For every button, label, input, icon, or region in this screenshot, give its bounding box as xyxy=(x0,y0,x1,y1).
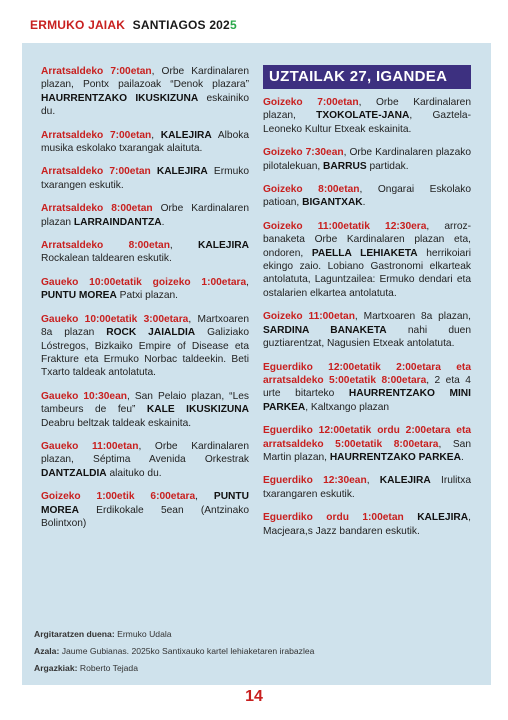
event-item xyxy=(263,183,471,210)
event-text: , Kaltxango plazan xyxy=(305,401,390,413)
santiagos-label: SANTIAGOS xyxy=(132,18,206,32)
event-item xyxy=(263,474,471,501)
year-part-a: 202 xyxy=(209,18,230,32)
event-title: KALEJIRA xyxy=(160,129,212,141)
event-text: , xyxy=(195,491,214,503)
event-item xyxy=(263,220,471,300)
event-text: Erdikokale 5ean (Antzinako Bolintxon) xyxy=(41,504,249,529)
event-title: ROCK JAIALDIA xyxy=(106,327,196,339)
event-title: LARRAINDANTZA xyxy=(73,216,162,228)
event-time: Goizeko 1:00etik 6:00etara xyxy=(41,491,196,503)
event-item xyxy=(263,146,471,173)
event-title: BARRUS xyxy=(323,160,367,172)
event-item xyxy=(41,129,249,156)
event-text: herrikoiari ekingo zaio. Lobiano Gastronomi elkarteak antolatuta, Laguntzailea: Ermuko dendari eta ostalarien elkartea antolatuta. xyxy=(263,247,471,299)
event-title: HAURRENTZAKO IKUSKIZUNA xyxy=(41,92,199,104)
event-text: , Ongarai Eskolako patioan, xyxy=(263,184,472,209)
event-text: Orbe Kardinalaren plazan xyxy=(41,203,249,228)
event-text: Deabru beltzak taldeak eskainita. xyxy=(41,417,192,429)
event-text: , xyxy=(246,276,249,288)
event-time: Goizeko 11:00etatik 12:30era xyxy=(263,220,427,232)
page-number: 14 xyxy=(245,688,263,705)
event-text: , Macjeara,s Jazz bandaren eskutik. xyxy=(263,512,471,537)
event-title: KALEJIRA xyxy=(156,166,208,178)
event-item xyxy=(41,490,249,530)
event-item xyxy=(41,239,249,266)
event-text: Galiziako Lóstregos, Bizkaiko Empire of Disease eta Frakture eta Ermuko Norbac taldeekin. Beti Txarto taldeak antolatuta. xyxy=(41,327,249,379)
event-title: TXOKOLATE-JANA xyxy=(316,110,410,122)
event-item xyxy=(263,511,471,538)
event-title: KALEJIRA xyxy=(417,512,469,524)
credit-label: Argazkiak: xyxy=(34,663,78,673)
event-title: BIGANTXAK xyxy=(302,197,363,209)
event-text: , arroz-banaketa Orbe Kardinalaren plazan eta, ondoren, xyxy=(263,220,471,259)
page-header xyxy=(30,18,237,32)
event-time: Eguerdiko 12:00etatik ordu 2:00etara eta arratsaldeko 5:00etatik 8:00etara xyxy=(263,425,471,450)
event-time: Arratsaldeko 8:00etan xyxy=(41,203,153,215)
event-text: Alboka musika eskolako txarangak alaituta. xyxy=(41,129,250,155)
event-item xyxy=(41,202,249,229)
event-time: Goizeko 8:00etan xyxy=(263,184,360,196)
right-events xyxy=(263,96,471,538)
event-time: Eguerdiko ordu 1:00etan xyxy=(263,512,404,524)
event-text: , Orbe Kardinalaren plazan, xyxy=(263,97,471,122)
credit-value: Ermuko Udala xyxy=(114,629,172,639)
event-item xyxy=(263,310,471,350)
festival-name: ERMUKO JAIAK xyxy=(30,18,126,32)
event-item xyxy=(263,96,471,136)
event-title: HAURRENTZAKO MINI PARKEA xyxy=(263,388,471,413)
event-time: Eguerdiko 12:00etatik 2:00etara eta arratsaldeko 5:00etatik 8:00etara xyxy=(263,361,471,386)
credits-block xyxy=(34,626,474,677)
event-time: Eguerdiko 12:30ean xyxy=(263,475,367,487)
event-text: , Orbe Kardinalaren plazan, Séptima Avenida Orkestrak xyxy=(41,440,249,466)
credit-line xyxy=(34,626,474,643)
event-item xyxy=(41,390,249,430)
event-time: Arratsaldeko 7:00etan xyxy=(41,66,152,77)
credit-value: Roberto Tejada xyxy=(77,663,138,673)
right-column xyxy=(263,65,471,548)
event-text: . xyxy=(161,216,165,228)
event-text: , San Pelaio plazan, “Les tambeurs de feu” xyxy=(41,390,249,416)
event-time: Arratsaldeko 8:00etan xyxy=(41,240,170,252)
event-text: Irulitxa txarangaren eskutik. xyxy=(263,475,471,500)
event-text: Patxi plazan. xyxy=(116,290,179,302)
event-text: , Martxoaren 8a plazan, xyxy=(354,311,471,323)
event-time: Gaueko 11:00etan xyxy=(41,440,139,452)
event-item xyxy=(41,440,249,480)
left-column xyxy=(41,65,249,540)
event-text: Rockalean taldearen eskutik. xyxy=(41,253,172,265)
event-title: DANTZALDIA xyxy=(41,467,107,479)
event-title: HAURRENTZAKO PARKEA xyxy=(329,451,461,463)
event-text: , San Martin plazan, xyxy=(263,438,471,463)
event-time: Gaueko 10:00etatik goizeko 1:00etara xyxy=(41,276,247,288)
credit-label: Azala: xyxy=(34,646,60,656)
event-item xyxy=(41,165,249,192)
event-text: , Martxoaren 8a plazan xyxy=(41,313,249,339)
event-time: Gaueko 10:30ean xyxy=(41,390,127,402)
event-title: KALEJIRA xyxy=(198,240,249,252)
event-time: Goizeko 11:00etan xyxy=(263,311,355,323)
event-title: KALE IKUSKIZUNA xyxy=(146,404,249,416)
event-item xyxy=(41,276,249,303)
event-time: Goizeko 7:30ean xyxy=(263,147,344,159)
event-text: nahi duen guztiarentzat, Nagusien Etxeak antolatuta. xyxy=(263,324,471,350)
event-text: , 2 eta 4 urte bitarteko xyxy=(263,374,471,400)
event-text: . xyxy=(362,197,366,209)
credit-label: Argitaratzen duena: xyxy=(34,629,115,639)
event-text: partidak. xyxy=(366,160,409,172)
year-part-b: 5 xyxy=(229,18,237,32)
event-text: , Orbe Kardinalaren plazan, Pontx pailazoak “Denok plazara” xyxy=(41,66,249,91)
event-text: eskainiko du. xyxy=(41,92,249,118)
event-item xyxy=(263,424,471,464)
event-text: , xyxy=(366,475,380,487)
credit-value: Jaume Gubianas. 2025ko Santixauko kartel lehiaketaren irabazlea xyxy=(59,646,315,656)
event-item xyxy=(41,65,249,119)
event-text: alaituko du. xyxy=(106,467,162,479)
event-text xyxy=(404,512,417,523)
event-time: Goizeko 7:00etan xyxy=(263,97,359,108)
event-text: , Gaztela- Leoneko Kultur Etxeak eskainita. xyxy=(263,110,471,135)
event-time: Arratsaldeko 7:00etan xyxy=(41,129,152,141)
credit-line xyxy=(34,660,474,677)
event-title: PUNTU MOREA xyxy=(41,491,249,516)
event-title: SARDINA BANAKETA xyxy=(263,324,387,336)
event-text: Ermuko txarangen eskutik. xyxy=(41,166,249,191)
event-time: Arratsaldeko 7:00etan xyxy=(41,166,151,178)
event-time: Gaueko 10:00etatik 3:00etara xyxy=(41,313,189,325)
event-text: , xyxy=(169,240,199,252)
event-text: . xyxy=(460,451,464,463)
event-text: , Orbe Kardinalaren plazako pilotalekuan, xyxy=(263,147,471,172)
day-heading: UZTAILAK 27, IGANDEA xyxy=(263,65,471,89)
event-title: PAELLA LEHIAKETA xyxy=(311,247,418,259)
credit-line xyxy=(34,643,474,660)
event-item xyxy=(263,361,471,415)
event-title: PUNTU MOREA xyxy=(41,290,117,302)
event-title: KALEJIRA xyxy=(379,475,431,487)
event-item xyxy=(41,313,249,380)
event-text: , xyxy=(151,129,161,141)
